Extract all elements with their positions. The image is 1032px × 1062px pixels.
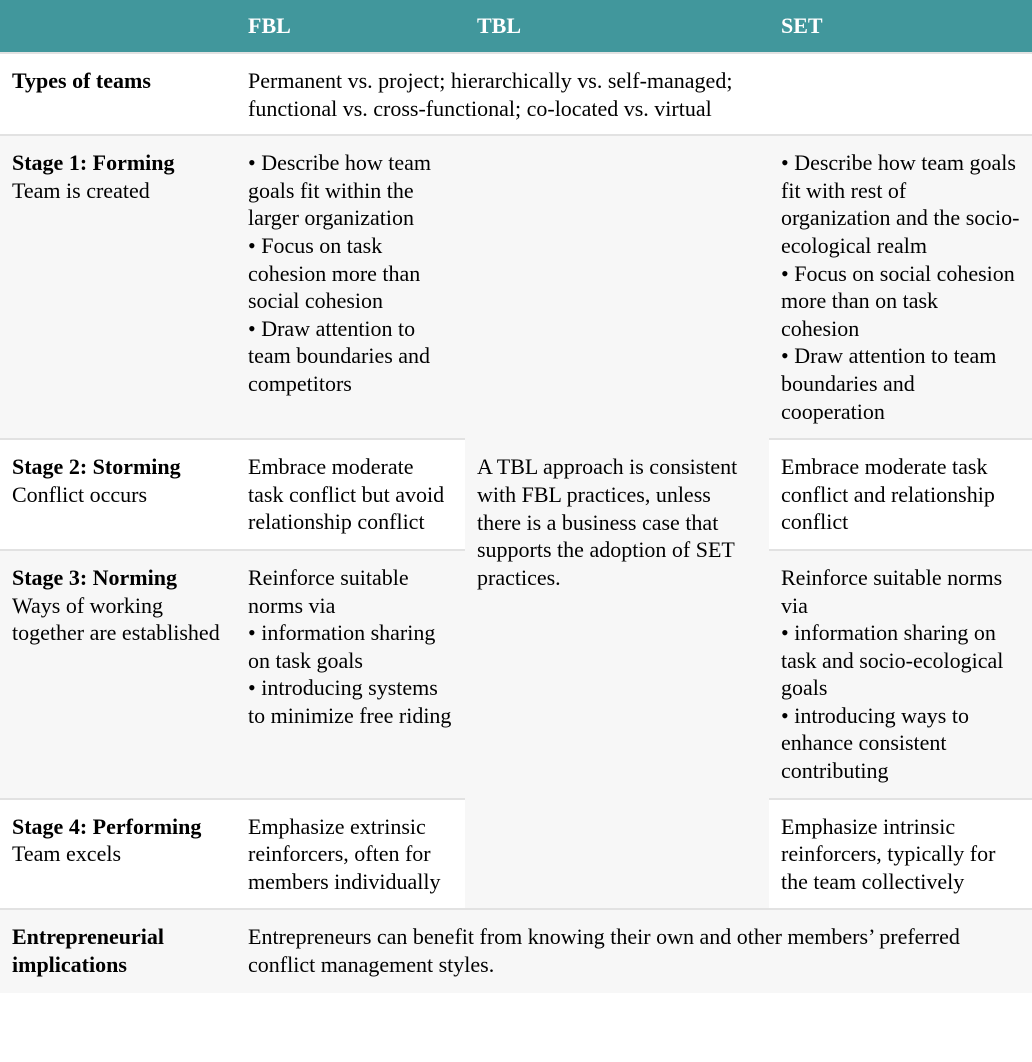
types-line-1: Permanent vs. project; hierarchically vs. self-managed;: [248, 68, 733, 93]
stage1-fbl-item: • Describe how team goals fit within the larger organization: [248, 150, 432, 231]
stage3-set-item: • information sharing on task and socio-ecological goals: [781, 620, 1004, 701]
stage2-fbl-cell: [236, 439, 465, 550]
row-entrepreneurial-implications: [0, 909, 1032, 992]
implications-text-cell: [236, 909, 1032, 992]
stage3-set-item: Reinforce suitable norms via: [781, 564, 1003, 618]
stage2-subtitle: Conflict occurs: [12, 481, 148, 507]
stage4-subtitle: Team excels: [12, 841, 122, 867]
stage2-fbl-text: Embrace moderate task conflict but avoid relationship conflict: [248, 454, 445, 535]
stage1-fbl-cell: [236, 135, 465, 439]
stage4-title: Stage 4: Performing: [12, 813, 202, 839]
stage1-set-cell: [769, 135, 1032, 439]
header-set: SET: [769, 0, 1032, 53]
stage1-set-item: • Describe how team goals fit with rest of organization and the socio-ecological realm: [781, 150, 1020, 258]
types-line-2: functional vs. cross-functional; co-located vs. virtual: [248, 95, 712, 121]
stage1-label-cell: [0, 135, 236, 439]
stage3-fbl-item: • introducing systems to minimize free riding: [248, 675, 452, 728]
stage1-fbl-item: • Focus on task cohesion more than social cohesion: [248, 232, 421, 314]
stage3-fbl-item: Reinforce suitable norms via: [248, 564, 409, 618]
stage4-set-cell: [769, 799, 1032, 910]
stage2-set-text: Embrace moderate task conflict and relationship conflict: [781, 454, 995, 535]
implications-text: Entrepreneurs can benefit from knowing their own and other members’ preferred conflict management styles.: [248, 924, 960, 978]
stage3-set-item: • introducing ways to enhance consistent contributing: [781, 702, 969, 784]
implications-label-cell: [0, 909, 236, 992]
stage3-subtitle: Ways of working together are established: [12, 592, 220, 646]
stage2-set-cell: [769, 439, 1032, 550]
row-stage-1: [0, 135, 1032, 439]
stage4-set-text: Emphasize intrinsic reinforcers, typically for the team collectively: [781, 813, 996, 894]
stage1-set-item: • Focus on social cohesion more than on task cohesion: [781, 260, 1015, 341]
types-text-cell: [236, 53, 1032, 135]
row-types-of-teams: [0, 53, 1032, 135]
tbl-span-cell: [465, 135, 769, 909]
header-row: [0, 0, 1032, 53]
implications-label: Entrepreneurial implications: [12, 924, 164, 978]
header-tbl: TBL: [465, 0, 769, 53]
stage3-label-cell: [0, 550, 236, 799]
stage3-title: Stage 3: Norming: [12, 564, 177, 590]
tbl-span-text: A TBL approach is consistent with FBL practices, unless there is a business case that supports the adoption of SET practices.: [477, 454, 738, 590]
stage4-fbl-text: Emphasize extrinsic reinforcers, often for members individually: [248, 813, 441, 894]
stage1-subtitle: Team is created: [12, 177, 150, 203]
stage4-label-cell: [0, 799, 236, 910]
stage1-title: Stage 1: Forming: [12, 150, 175, 176]
types-label: Types of teams: [12, 68, 151, 93]
stage1-set-item: • Draw attention to team boundaries and cooperation: [781, 343, 997, 424]
stage1-fbl-item: • Draw attention to team boundaries and competitors: [248, 315, 431, 396]
stage2-title: Stage 2: Storming: [12, 454, 181, 480]
header-empty: [0, 0, 236, 53]
stage3-fbl-item: • information sharing on task goals: [248, 620, 436, 673]
header-fbl: FBL: [236, 0, 465, 53]
types-label-cell: [0, 53, 236, 135]
stage4-fbl-cell: [236, 799, 465, 910]
stage3-fbl-cell: [236, 550, 465, 799]
stage2-label-cell: [0, 439, 236, 550]
stage3-set-cell: [769, 550, 1032, 799]
